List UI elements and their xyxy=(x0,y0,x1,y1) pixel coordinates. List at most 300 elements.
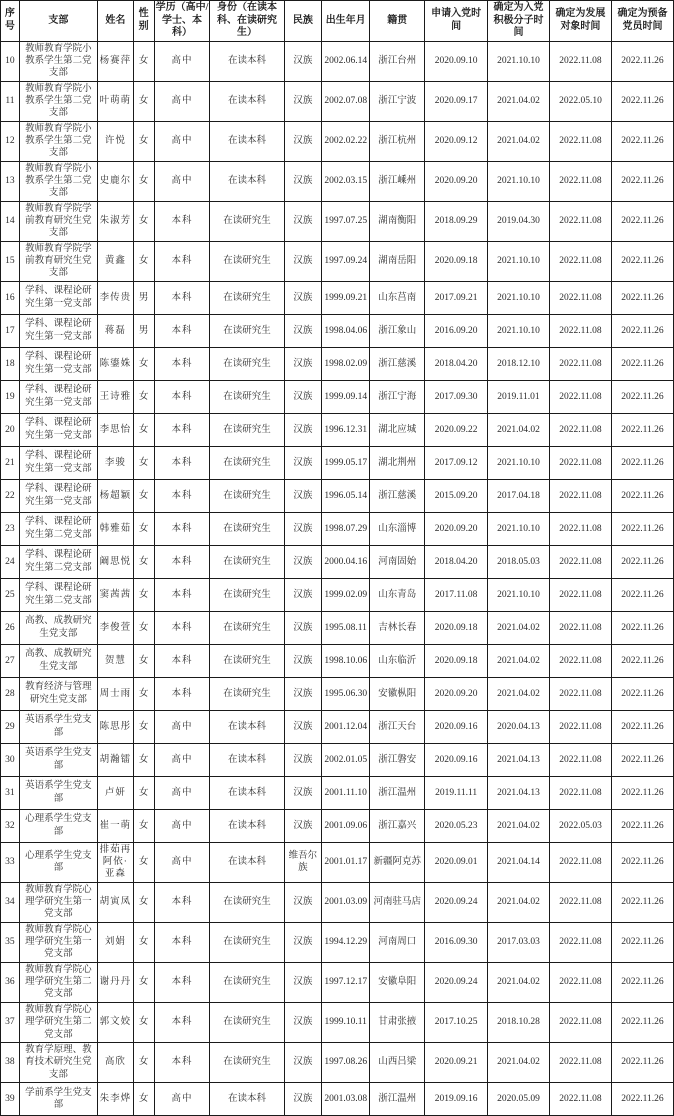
table-row xyxy=(1,512,674,545)
cell-probationary-time: 2022.11.26 xyxy=(611,41,673,81)
cell-branch: 学科、课程论研究生第一党支部 xyxy=(19,446,97,479)
cell-serial: 20 xyxy=(1,413,20,446)
cell-branch: 教师教育学院心理学研究生第一党支部 xyxy=(19,882,97,922)
cell-activist-time: 2021.04.02 xyxy=(487,962,549,1002)
cell-ethnicity: 汉族 xyxy=(284,644,322,677)
table-row xyxy=(1,611,674,644)
cell-branch: 高教、成教研究生党支部 xyxy=(19,611,97,644)
cell-identity: 在读研究生 xyxy=(210,677,284,710)
cell-name: 崔一萌 xyxy=(98,809,134,842)
cell-name: 贺慧 xyxy=(98,644,134,677)
column-header-birth-date: 出生年月 xyxy=(322,1,370,42)
cell-gender: 女 xyxy=(133,611,154,644)
cell-apply-time: 2020.09.20 xyxy=(425,677,488,710)
cell-native-place: 河南驻马店 xyxy=(370,882,425,922)
cell-birth-date: 1997.09.24 xyxy=(322,241,370,281)
cell-identity: 在读研究生 xyxy=(210,380,284,413)
table-row xyxy=(1,121,674,161)
cell-development-time: 2022.11.08 xyxy=(549,512,611,545)
cell-branch: 教师教育学院心理学研究生第二党支部 xyxy=(19,962,97,1002)
cell-identity: 在读研究生 xyxy=(210,413,284,446)
table-row xyxy=(1,314,674,347)
cell-identity: 在读研究生 xyxy=(210,479,284,512)
cell-native-place: 浙江宁海 xyxy=(370,380,425,413)
cell-education: 本科 xyxy=(154,347,210,380)
cell-gender: 女 xyxy=(133,776,154,809)
cell-apply-time: 2020.09.22 xyxy=(425,413,488,446)
cell-ethnicity: 维吾尔族 xyxy=(284,842,322,882)
cell-probationary-time: 2022.11.26 xyxy=(611,1002,673,1042)
cell-native-place: 甘肃张掖 xyxy=(370,1002,425,1042)
cell-gender: 男 xyxy=(133,314,154,347)
cell-branch: 教师教育学院心理学研究生第一党支部 xyxy=(19,922,97,962)
cell-education: 高中 xyxy=(154,41,210,81)
cell-birth-date: 2002.06.14 xyxy=(322,41,370,81)
column-header-branch: 支部 xyxy=(19,1,97,42)
cell-serial: 13 xyxy=(1,161,20,201)
cell-serial: 28 xyxy=(1,677,20,710)
cell-identity: 在读研究生 xyxy=(210,201,284,241)
cell-apply-time: 2020.09.17 xyxy=(425,81,488,121)
cell-name: 许悦 xyxy=(98,121,134,161)
cell-gender: 女 xyxy=(133,743,154,776)
cell-education: 本科 xyxy=(154,479,210,512)
cell-birth-date: 1998.02.09 xyxy=(322,347,370,380)
cell-birth-date: 2001.01.17 xyxy=(322,842,370,882)
cell-serial: 37 xyxy=(1,1002,20,1042)
cell-apply-time: 2016.09.30 xyxy=(425,922,488,962)
cell-ethnicity: 汉族 xyxy=(284,161,322,201)
cell-serial: 10 xyxy=(1,41,20,81)
column-header-activist-time: 确定为入党积极分子时间 xyxy=(487,1,549,42)
cell-native-place: 河南周口 xyxy=(370,922,425,962)
cell-probationary-time: 2022.11.26 xyxy=(611,281,673,314)
cell-native-place: 安徽枞阳 xyxy=(370,677,425,710)
cell-activist-time: 2021.10.10 xyxy=(487,281,549,314)
column-header-education: 学历（高中/学士、本科） xyxy=(154,1,210,42)
cell-identity: 在读本科 xyxy=(210,842,284,882)
cell-activist-time: 2021.04.02 xyxy=(487,1042,549,1082)
cell-gender: 女 xyxy=(133,121,154,161)
table-header xyxy=(1,1,674,42)
cell-name: 韩雅茹 xyxy=(98,512,134,545)
cell-branch: 学科、课程论研究生第一党支部 xyxy=(19,281,97,314)
cell-education: 高中 xyxy=(154,81,210,121)
cell-branch: 教师教育学院心理学研究生第二党支部 xyxy=(19,1002,97,1042)
cell-branch: 教师教育学院小教系学生第二党支部 xyxy=(19,41,97,81)
cell-birth-date: 1994.12.29 xyxy=(322,922,370,962)
cell-gender: 女 xyxy=(133,1042,154,1082)
cell-identity: 在读研究生 xyxy=(210,578,284,611)
table-row xyxy=(1,201,674,241)
cell-apply-time: 2020.09.16 xyxy=(425,743,488,776)
cell-ethnicity: 汉族 xyxy=(284,922,322,962)
table-row xyxy=(1,161,674,201)
cell-development-time: 2022.11.08 xyxy=(549,201,611,241)
table-row xyxy=(1,241,674,281)
cell-apply-time: 2019.11.11 xyxy=(425,776,488,809)
table-row xyxy=(1,644,674,677)
cell-probationary-time: 2022.11.26 xyxy=(611,882,673,922)
cell-ethnicity: 汉族 xyxy=(284,347,322,380)
cell-probationary-time: 2022.11.26 xyxy=(611,201,673,241)
cell-development-time: 2022.11.08 xyxy=(549,347,611,380)
cell-birth-date: 1999.10.11 xyxy=(322,1002,370,1042)
cell-serial: 39 xyxy=(1,1082,20,1115)
cell-gender: 女 xyxy=(133,545,154,578)
cell-ethnicity: 汉族 xyxy=(284,611,322,644)
cell-education: 本科 xyxy=(154,677,210,710)
cell-gender: 女 xyxy=(133,677,154,710)
cell-serial: 23 xyxy=(1,512,20,545)
cell-serial: 32 xyxy=(1,809,20,842)
cell-apply-time: 2016.09.20 xyxy=(425,314,488,347)
cell-name: 王诗雅 xyxy=(98,380,134,413)
cell-probationary-time: 2022.11.26 xyxy=(611,677,673,710)
cell-name: 阚思悦 xyxy=(98,545,134,578)
cell-gender: 女 xyxy=(133,578,154,611)
cell-serial: 29 xyxy=(1,710,20,743)
cell-identity: 在读本科 xyxy=(210,161,284,201)
cell-identity: 在读研究生 xyxy=(210,512,284,545)
cell-ethnicity: 汉族 xyxy=(284,1042,322,1082)
cell-education: 高中 xyxy=(154,710,210,743)
cell-gender: 女 xyxy=(133,81,154,121)
cell-activist-time: 2021.04.02 xyxy=(487,413,549,446)
cell-birth-date: 2001.11.10 xyxy=(322,776,370,809)
cell-probationary-time: 2022.11.26 xyxy=(611,743,673,776)
cell-branch: 学科、课程论研究生第二党支部 xyxy=(19,578,97,611)
cell-identity: 在读研究生 xyxy=(210,347,284,380)
cell-probationary-time: 2022.11.26 xyxy=(611,380,673,413)
cell-ethnicity: 汉族 xyxy=(284,809,322,842)
cell-native-place: 山东莒南 xyxy=(370,281,425,314)
cell-apply-time: 2018.04.20 xyxy=(425,545,488,578)
cell-name: 李俊萱 xyxy=(98,611,134,644)
cell-identity: 在读研究生 xyxy=(210,882,284,922)
cell-native-place: 山东临沂 xyxy=(370,644,425,677)
cell-name: 周士雨 xyxy=(98,677,134,710)
cell-education: 本科 xyxy=(154,545,210,578)
cell-serial: 18 xyxy=(1,347,20,380)
table-row xyxy=(1,380,674,413)
cell-probationary-time: 2022.11.26 xyxy=(611,1042,673,1082)
cell-activist-time: 2021.04.02 xyxy=(487,121,549,161)
cell-gender: 女 xyxy=(133,380,154,413)
cell-native-place: 新疆阿克苏 xyxy=(370,842,425,882)
cell-development-time: 2022.05.10 xyxy=(549,81,611,121)
cell-education: 高中 xyxy=(154,809,210,842)
cell-ethnicity: 汉族 xyxy=(284,743,322,776)
cell-education: 本科 xyxy=(154,578,210,611)
cell-native-place: 浙江慈溪 xyxy=(370,479,425,512)
cell-gender: 女 xyxy=(133,1002,154,1042)
cell-education: 高中 xyxy=(154,776,210,809)
cell-probationary-time: 2022.11.26 xyxy=(611,314,673,347)
cell-apply-time: 2017.09.21 xyxy=(425,281,488,314)
cell-identity: 在读本科 xyxy=(210,41,284,81)
cell-name: 窦茜茜 xyxy=(98,578,134,611)
cell-serial: 30 xyxy=(1,743,20,776)
cell-branch: 学科、课程论研究生第一党支部 xyxy=(19,479,97,512)
cell-birth-date: 2002.02.22 xyxy=(322,121,370,161)
cell-ethnicity: 汉族 xyxy=(284,710,322,743)
cell-native-place: 浙江台州 xyxy=(370,41,425,81)
cell-probationary-time: 2022.11.26 xyxy=(611,644,673,677)
cell-education: 本科 xyxy=(154,201,210,241)
cell-branch: 学科、课程论研究生第一党支部 xyxy=(19,380,97,413)
cell-birth-date: 2002.01.05 xyxy=(322,743,370,776)
cell-birth-date: 1998.10.06 xyxy=(322,644,370,677)
cell-apply-time: 2020.09.24 xyxy=(425,882,488,922)
cell-ethnicity: 汉族 xyxy=(284,121,322,161)
cell-apply-time: 2020.09.24 xyxy=(425,962,488,1002)
column-header-ethnicity: 民族 xyxy=(284,1,322,42)
cell-identity: 在读本科 xyxy=(210,809,284,842)
cell-gender: 女 xyxy=(133,347,154,380)
cell-ethnicity: 汉族 xyxy=(284,962,322,1002)
cell-birth-date: 1997.12.17 xyxy=(322,962,370,1002)
cell-identity: 在读研究生 xyxy=(210,1002,284,1042)
cell-gender: 女 xyxy=(133,161,154,201)
cell-probationary-time: 2022.11.26 xyxy=(611,922,673,962)
table-row xyxy=(1,1082,674,1115)
cell-birth-date: 1999.02.09 xyxy=(322,578,370,611)
cell-native-place: 浙江宁波 xyxy=(370,81,425,121)
cell-ethnicity: 汉族 xyxy=(284,545,322,578)
cell-native-place: 湖北应城 xyxy=(370,413,425,446)
cell-probationary-time: 2022.11.26 xyxy=(611,842,673,882)
cell-native-place: 山西吕梁 xyxy=(370,1042,425,1082)
cell-apply-time: 2017.09.30 xyxy=(425,380,488,413)
cell-branch: 教育经济与管理研究生党支部 xyxy=(19,677,97,710)
cell-name: 刘娟 xyxy=(98,922,134,962)
cell-probationary-time: 2022.11.26 xyxy=(611,611,673,644)
cell-native-place: 山东淄博 xyxy=(370,512,425,545)
column-header-identity: 身份（在读本科、在读研究生） xyxy=(210,1,284,42)
cell-education: 本科 xyxy=(154,241,210,281)
cell-name: 黄鑫 xyxy=(98,241,134,281)
cell-serial: 36 xyxy=(1,962,20,1002)
cell-birth-date: 1999.09.14 xyxy=(322,380,370,413)
table-row xyxy=(1,842,674,882)
cell-native-place: 湖南衡阳 xyxy=(370,201,425,241)
cell-name: 排茹再阿依·亚森 xyxy=(98,842,134,882)
cell-activist-time: 2017.03.03 xyxy=(487,922,549,962)
cell-name: 史鹿尔 xyxy=(98,161,134,201)
cell-branch: 教师教育学院小教系学生第二党支部 xyxy=(19,161,97,201)
cell-apply-time: 2018.09.29 xyxy=(425,201,488,241)
cell-identity: 在读本科 xyxy=(210,81,284,121)
cell-gender: 女 xyxy=(133,201,154,241)
cell-serial: 33 xyxy=(1,842,20,882)
cell-activist-time: 2018.05.03 xyxy=(487,545,549,578)
cell-development-time: 2022.11.08 xyxy=(549,446,611,479)
cell-name: 胡瀚镭 xyxy=(98,743,134,776)
cell-birth-date: 2002.03.15 xyxy=(322,161,370,201)
cell-native-place: 浙江嵊州 xyxy=(370,161,425,201)
cell-education: 本科 xyxy=(154,644,210,677)
cell-apply-time: 2020.05.23 xyxy=(425,809,488,842)
table-row xyxy=(1,809,674,842)
cell-activist-time: 2017.04.18 xyxy=(487,479,549,512)
cell-native-place: 浙江象山 xyxy=(370,314,425,347)
cell-name: 卢妍 xyxy=(98,776,134,809)
cell-birth-date: 2001.12.04 xyxy=(322,710,370,743)
table-row xyxy=(1,1002,674,1042)
cell-native-place: 浙江磐安 xyxy=(370,743,425,776)
cell-probationary-time: 2022.11.26 xyxy=(611,545,673,578)
cell-activist-time: 2019.11.01 xyxy=(487,380,549,413)
table-row xyxy=(1,710,674,743)
cell-apply-time: 2020.09.18 xyxy=(425,644,488,677)
cell-gender: 女 xyxy=(133,512,154,545)
table-row xyxy=(1,545,674,578)
cell-branch: 心理系学生党支部 xyxy=(19,809,97,842)
cell-birth-date: 1995.06.30 xyxy=(322,677,370,710)
cell-development-time: 2022.11.08 xyxy=(549,922,611,962)
cell-serial: 15 xyxy=(1,241,20,281)
cell-ethnicity: 汉族 xyxy=(284,1002,322,1042)
cell-education: 本科 xyxy=(154,380,210,413)
cell-probationary-time: 2022.11.26 xyxy=(611,776,673,809)
column-header-apply-time: 申请入党时间 xyxy=(425,1,488,42)
cell-development-time: 2022.11.08 xyxy=(549,479,611,512)
cell-activist-time: 2021.10.10 xyxy=(487,161,549,201)
cell-native-place: 浙江嘉兴 xyxy=(370,809,425,842)
cell-gender: 男 xyxy=(133,281,154,314)
cell-native-place: 湖北荆州 xyxy=(370,446,425,479)
cell-apply-time: 2015.09.20 xyxy=(425,479,488,512)
cell-development-time: 2022.11.08 xyxy=(549,677,611,710)
cell-branch: 教育学原理、教育技术研究生党支部 xyxy=(19,1042,97,1082)
cell-activist-time: 2021.04.02 xyxy=(487,677,549,710)
cell-apply-time: 2017.11.08 xyxy=(425,578,488,611)
cell-gender: 女 xyxy=(133,446,154,479)
cell-ethnicity: 汉族 xyxy=(284,241,322,281)
cell-activist-time: 2021.04.02 xyxy=(487,81,549,121)
cell-development-time: 2022.11.08 xyxy=(549,882,611,922)
cell-serial: 21 xyxy=(1,446,20,479)
cell-probationary-time: 2022.11.26 xyxy=(611,1082,673,1115)
cell-development-time: 2022.11.08 xyxy=(549,578,611,611)
cell-name: 蒋磊 xyxy=(98,314,134,347)
cell-serial: 24 xyxy=(1,545,20,578)
cell-gender: 女 xyxy=(133,842,154,882)
cell-probationary-time: 2022.11.26 xyxy=(611,446,673,479)
cell-development-time: 2022.11.08 xyxy=(549,644,611,677)
cell-activist-time: 2021.04.13 xyxy=(487,743,549,776)
table-row xyxy=(1,81,674,121)
cell-identity: 在读本科 xyxy=(210,1082,284,1115)
cell-birth-date: 1996.05.14 xyxy=(322,479,370,512)
cell-branch: 英语系学生党支部 xyxy=(19,710,97,743)
cell-serial: 34 xyxy=(1,882,20,922)
cell-name: 李思怡 xyxy=(98,413,134,446)
cell-serial: 26 xyxy=(1,611,20,644)
cell-gender: 女 xyxy=(133,962,154,1002)
table-row xyxy=(1,882,674,922)
cell-activist-time: 2021.10.10 xyxy=(487,578,549,611)
cell-apply-time: 2020.09.20 xyxy=(425,512,488,545)
column-header-name: 姓名 xyxy=(98,1,134,42)
cell-name: 陈思彤 xyxy=(98,710,134,743)
table-row xyxy=(1,776,674,809)
cell-probationary-time: 2022.11.26 xyxy=(611,347,673,380)
cell-development-time: 2022.11.08 xyxy=(549,314,611,347)
cell-identity: 在读研究生 xyxy=(210,241,284,281)
cell-probationary-time: 2022.11.26 xyxy=(611,413,673,446)
cell-apply-time: 2020.09.18 xyxy=(425,611,488,644)
cell-serial: 38 xyxy=(1,1042,20,1082)
table-row xyxy=(1,677,674,710)
cell-education: 本科 xyxy=(154,314,210,347)
cell-serial: 19 xyxy=(1,380,20,413)
table-row xyxy=(1,1042,674,1082)
table-row xyxy=(1,922,674,962)
table-row xyxy=(1,446,674,479)
cell-birth-date: 1999.05.17 xyxy=(322,446,370,479)
table-row xyxy=(1,962,674,1002)
cell-birth-date: 1998.07.29 xyxy=(322,512,370,545)
cell-ethnicity: 汉族 xyxy=(284,578,322,611)
cell-apply-time: 2020.09.12 xyxy=(425,121,488,161)
cell-serial: 11 xyxy=(1,81,20,121)
table-body xyxy=(1,41,674,1115)
cell-development-time: 2022.11.08 xyxy=(549,1042,611,1082)
cell-gender: 女 xyxy=(133,922,154,962)
cell-activist-time: 2021.04.02 xyxy=(487,611,549,644)
cell-name: 李传贵 xyxy=(98,281,134,314)
cell-development-time: 2022.11.08 xyxy=(549,545,611,578)
cell-ethnicity: 汉族 xyxy=(284,446,322,479)
cell-activist-time: 2018.12.10 xyxy=(487,347,549,380)
cell-branch: 教师教育学院学前教育研究生党支部 xyxy=(19,201,97,241)
cell-ethnicity: 汉族 xyxy=(284,201,322,241)
cell-identity: 在读本科 xyxy=(210,743,284,776)
cell-branch: 英语系学生党支部 xyxy=(19,776,97,809)
cell-branch: 教师教育学院学前教育研究生党支部 xyxy=(19,241,97,281)
cell-birth-date: 2001.03.09 xyxy=(322,882,370,922)
cell-education: 本科 xyxy=(154,413,210,446)
cell-activist-time: 2021.10.10 xyxy=(487,314,549,347)
table-row xyxy=(1,413,674,446)
cell-native-place: 浙江杭州 xyxy=(370,121,425,161)
cell-probationary-time: 2022.11.26 xyxy=(611,962,673,1002)
cell-name: 高欣 xyxy=(98,1042,134,1082)
cell-probationary-time: 2022.11.26 xyxy=(611,121,673,161)
cell-gender: 女 xyxy=(133,479,154,512)
table-row xyxy=(1,281,674,314)
cell-activist-time: 2021.04.02 xyxy=(487,882,549,922)
cell-branch: 教师教育学院小教系学生第二党支部 xyxy=(19,81,97,121)
cell-serial: 27 xyxy=(1,644,20,677)
cell-apply-time: 2019.09.16 xyxy=(425,1082,488,1115)
cell-name: 叶萌萌 xyxy=(98,81,134,121)
cell-birth-date: 2001.03.08 xyxy=(322,1082,370,1115)
cell-serial: 31 xyxy=(1,776,20,809)
cell-probationary-time: 2022.11.26 xyxy=(611,241,673,281)
cell-apply-time: 2020.09.16 xyxy=(425,710,488,743)
cell-gender: 女 xyxy=(133,1082,154,1115)
cell-native-place: 安徽阜阳 xyxy=(370,962,425,1002)
cell-education: 高中 xyxy=(154,743,210,776)
cell-name: 陈鎏姝 xyxy=(98,347,134,380)
cell-development-time: 2022.11.08 xyxy=(549,776,611,809)
cell-development-time: 2022.11.08 xyxy=(549,743,611,776)
cell-identity: 在读研究生 xyxy=(210,314,284,347)
cell-serial: 17 xyxy=(1,314,20,347)
